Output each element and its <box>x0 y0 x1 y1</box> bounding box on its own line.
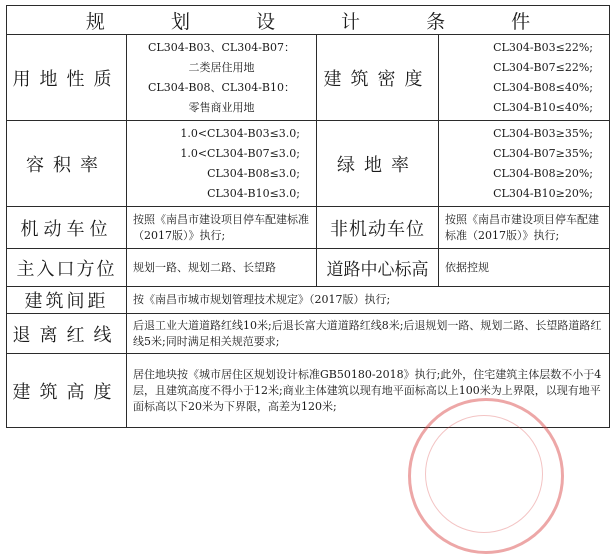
land-use-value <box>127 35 317 121</box>
green-ratio-line: CL304-B08≥20%; <box>493 166 594 180</box>
building-density-line: CL304-B03≤22%; <box>493 40 594 54</box>
green-ratio-line: CL304-B03≥35%; <box>493 126 594 140</box>
building-density-value <box>439 35 610 121</box>
building-density-line: CL304-B08≤40%; <box>493 80 594 94</box>
green-ratio-value <box>439 121 610 207</box>
land-use-line: 零售商业用地 <box>188 100 255 114</box>
green-ratio-line: CL304-B07≥35%; <box>493 146 594 160</box>
main-entrance-label: 主入口方位 <box>7 249 127 287</box>
far-line: CL304-B10≤3.0; <box>207 186 300 200</box>
far-value <box>127 121 317 207</box>
building-height-label: 建筑高度 <box>7 354 127 428</box>
building-spacing-label: 建筑间距 <box>7 287 127 314</box>
building-height-value: 居住地块按《城市居住区规划设计标准GB50180-2018》执行;此外，住宅建筑主体层数不小于4层，且建筑高度不得小于12米;商业主体建筑以现有地平面标高以上100米为上界限，以现有地平面标高以下20米为下界限，高差为120米; <box>127 354 610 428</box>
planning-conditions-table <box>6 5 610 428</box>
road-center-elevation-value: 依据控规 <box>439 249 610 287</box>
table-title: 规 划 设 计 条 件 <box>7 6 610 35</box>
far-line: 1.0<CL304-B07≤3.0; <box>180 146 300 160</box>
green-ratio-label: 绿地率 <box>317 121 439 207</box>
land-use-line: CL304-B08、CL304-B10： <box>147 80 296 94</box>
building-density-line: CL304-B07≤22%; <box>493 60 594 74</box>
building-spacing-value: 按《南昌市城市规划管理技术规定》（2017版）执行; <box>127 287 610 314</box>
far-line: CL304-B08≤3.0; <box>207 166 300 180</box>
official-seal-inner-ring <box>425 415 543 533</box>
far-line: 1.0<CL304-B03≤3.0; <box>180 126 300 140</box>
setback-value: 后退工业大道道路红线10米;后退长富大道道路红线8米;后退规划一路、规划二路、长望路道路红线5米;同时满足相关规范要求; <box>127 314 610 354</box>
green-ratio-line: CL304-B10≥20%; <box>493 186 594 200</box>
land-use-line: CL304-B03、CL304-B07： <box>147 40 296 54</box>
land-use-label: 用地性质 <box>7 35 127 121</box>
planning-conditions-sheet <box>6 5 609 428</box>
building-density-line: CL304-B10≤40%; <box>493 100 594 114</box>
land-use-line: 二类居住用地 <box>188 60 255 74</box>
road-center-elevation-label: 道路中心标高 <box>317 249 439 287</box>
setback-label: 退离红线 <box>7 314 127 354</box>
far-label: 容积率 <box>7 121 127 207</box>
motor-parking-value: 按照《南昌市建设项目停车配建标准（2017版）》执行; <box>127 207 317 249</box>
main-entrance-value: 规划一路、规划二路、长望路 <box>127 249 317 287</box>
nonmotor-parking-label: 非机动车位 <box>317 207 439 249</box>
motor-parking-label: 机动车位 <box>7 207 127 249</box>
building-density-label: 建筑密度 <box>317 35 439 121</box>
nonmotor-parking-value: 按照《南昌市建设项目停车配建标准（2017版）》执行; <box>439 207 610 249</box>
